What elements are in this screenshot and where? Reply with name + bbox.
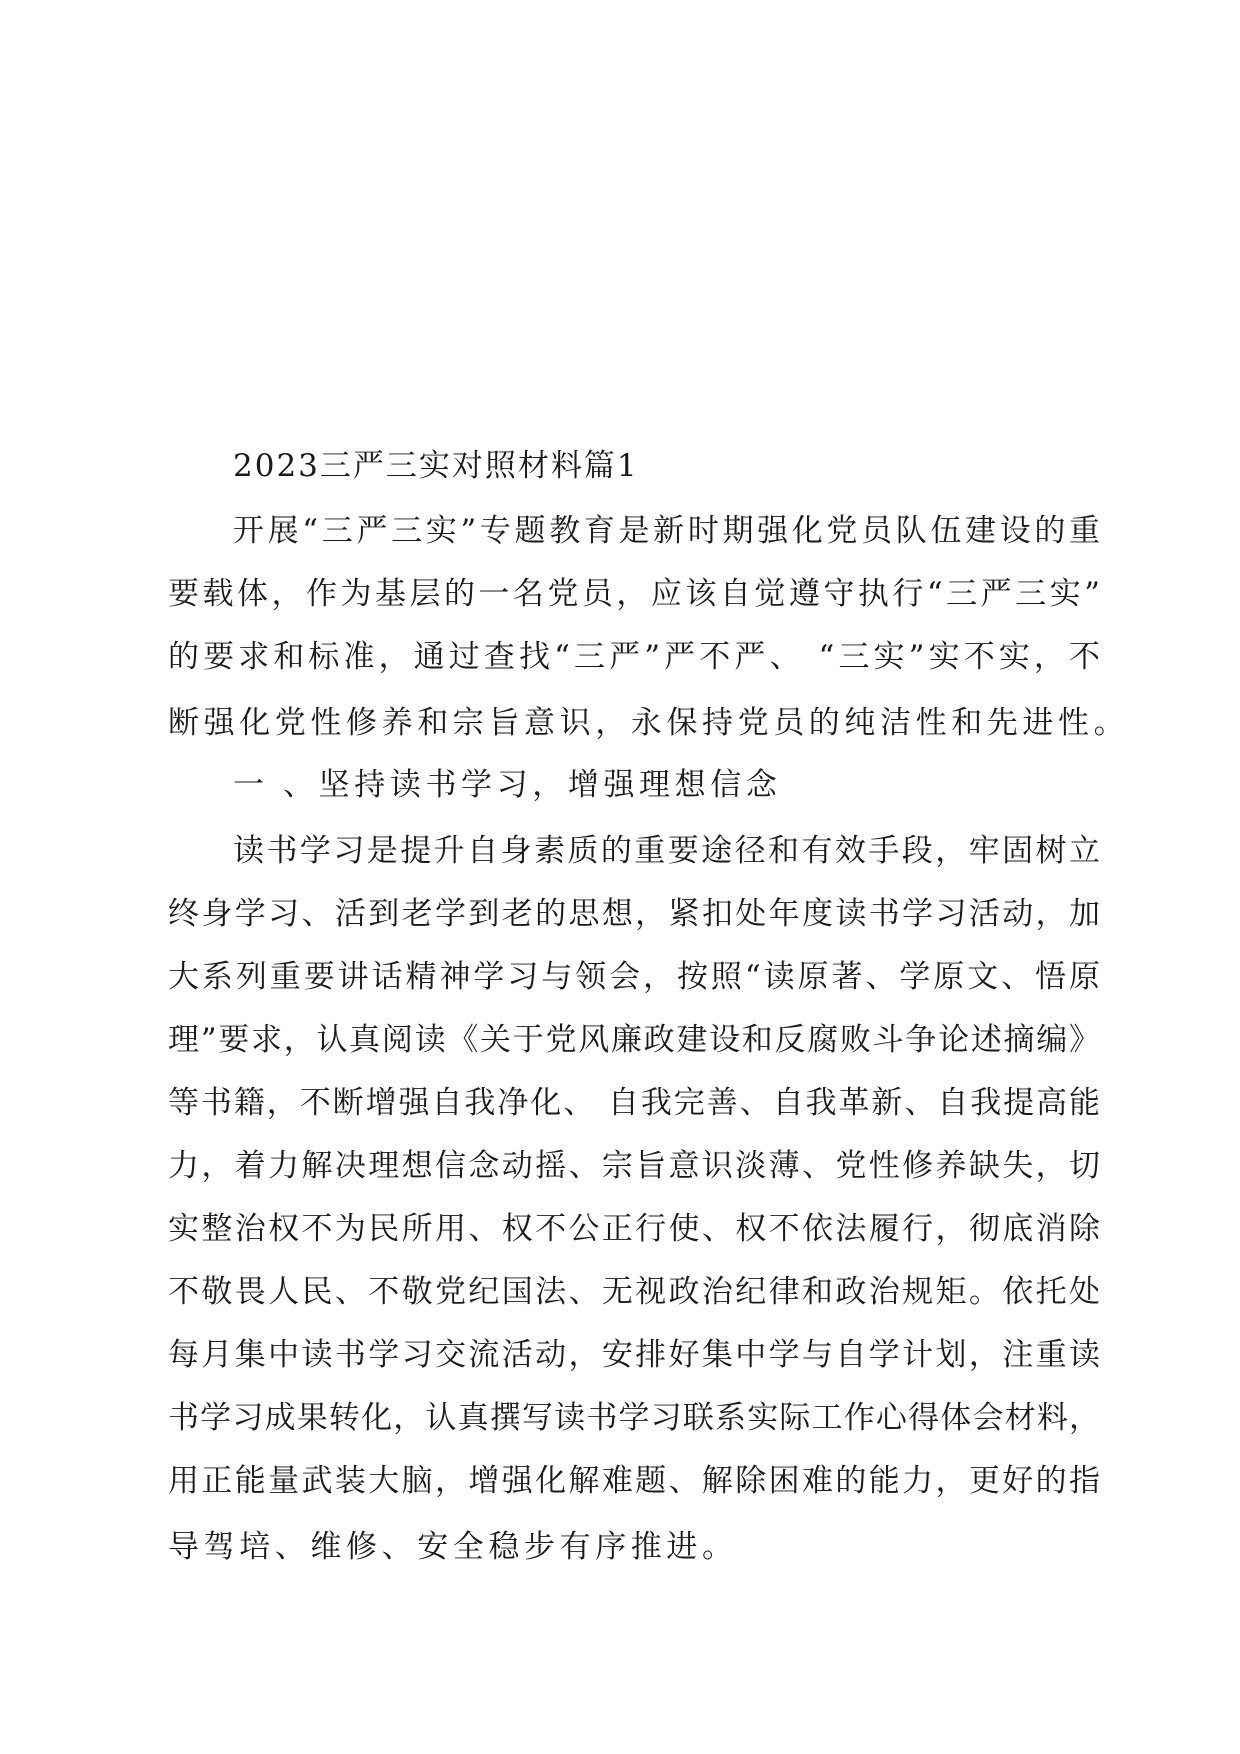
paragraph-line: 每月集中读书学习交流活动，安排好集中学与自学计划，注重读 [168,1337,1100,1373]
paragraph-line: 开展“三严三实”专题教育是新时期强化党员队伍建设的重 [233,513,1100,549]
paragraph-line: 的要求和标准，通过查找“三严”严不严、 “三实”实不实，不 [168,639,1100,675]
paragraph-line: 断强化党性修养和宗旨意识，永保持党员的纯洁性和先进性。 [168,705,1130,741]
paragraph-line: 实整治权不为民所用、权不公正行使、权不依法履行，彻底消除 [168,1211,1100,1247]
paragraph-line: 理”要求，认真阅读《关于党风廉政建设和反腐败斗争论述摘编》 [168,1022,1100,1058]
paragraph-line: 导驾培、维修、安全稳步有序推进。 [168,1529,738,1565]
paragraph-line: 用正能量武装大脑，增强化解难题、解除困难的能力，更好的指 [168,1463,1100,1499]
paragraph-line: 要载体，作为基层的一名党员，应该自觉遵守执行“三严三实” [168,576,1100,612]
paragraph-line: 读书学习是提升自身素质的重要途径和有效手段，牢固树立 [233,833,1100,869]
document-title: 2023三严三实对照材料篇1 [233,448,639,484]
paragraph-line: 书学习成果转化，认真撰写读书学习联系实际工作心得体会材料， [168,1400,1100,1436]
paragraph-line: 终身学习、活到老学到老的思想，紧扣处年度读书学习活动，加 [168,896,1100,932]
paragraph-line: 大系列重要讲话精神学习与领会，按照“读原著、学原文、悟原 [168,959,1100,995]
paragraph-line: 等书籍，不断增强自我净化、 自我完善、自我革新、自我提高能 [168,1085,1100,1121]
paragraph-line: 不敬畏人民、不敬党纪国法、无视政治纪律和政治规矩。依托处 [168,1274,1100,1310]
section-heading: 一 、坚持读书学习，增强理想信念 [233,767,782,803]
paragraph-line: 力，着力解决理想信念动摇、宗旨意识淡薄、党性修养缺失，切 [168,1148,1100,1184]
